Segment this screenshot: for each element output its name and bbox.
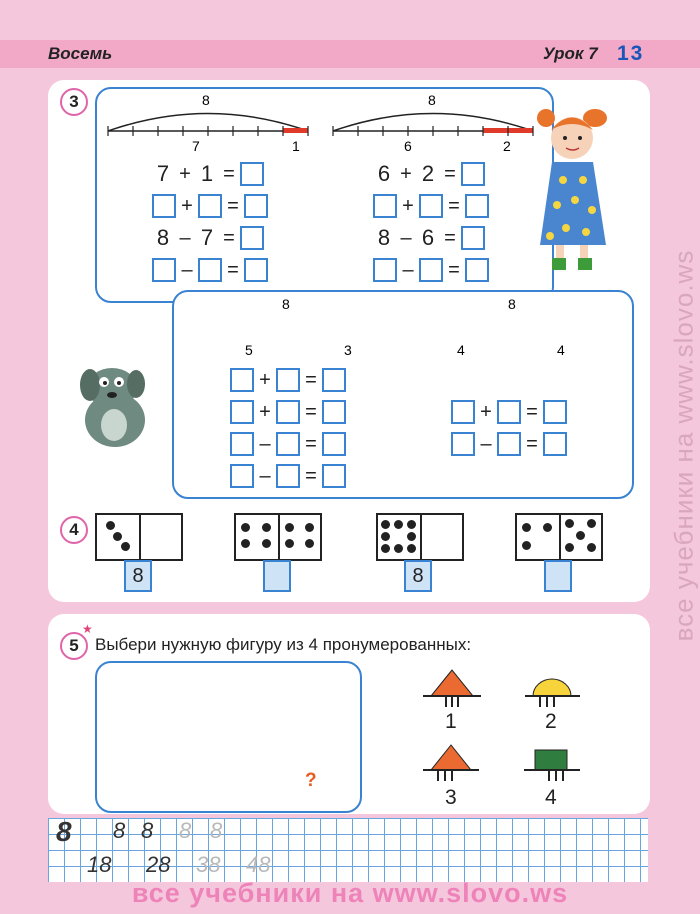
page-number: 13 — [617, 42, 645, 65]
option-1-figure — [423, 670, 481, 707]
lesson-label: Урок 7 — [543, 44, 598, 63]
domino-left-half — [97, 515, 139, 559]
segment-top-left — [108, 114, 308, 137]
domino-left-half — [236, 515, 278, 559]
minus-sign: – — [402, 258, 414, 281]
task-4-badge: 4 — [60, 516, 88, 544]
segment-br-part-a: 4 — [457, 342, 465, 358]
segment-bl-part-b: 3 — [344, 342, 352, 358]
task-5-badge: 5 — [60, 632, 88, 660]
answer-box[interactable] — [152, 258, 176, 282]
answer-box[interactable] — [244, 194, 268, 218]
eq-tr-2 — [373, 192, 489, 218]
plus-sign: + — [259, 400, 271, 423]
segment-tl-total: 8 — [202, 92, 210, 108]
answer-box[interactable] — [276, 400, 300, 424]
domino-4-answer[interactable] — [544, 560, 572, 592]
plus-sign: + — [480, 400, 492, 423]
eq-tr-3 — [373, 224, 485, 251]
answer-box[interactable] — [451, 400, 475, 424]
copy-digit: 8 — [113, 818, 126, 843]
pip — [587, 543, 596, 552]
pip — [262, 539, 271, 548]
answer-box[interactable] — [230, 464, 254, 488]
pip — [121, 542, 130, 551]
pip — [522, 523, 531, 532]
copy-number: 18 — [87, 852, 112, 877]
equals-sign: = — [305, 368, 317, 391]
answer-box[interactable] — [276, 432, 300, 456]
eq-tl-3-b: 7 — [200, 225, 214, 251]
eq-tr-3-op: – — [400, 226, 412, 249]
eq-bl-3 — [230, 430, 346, 456]
minus-sign: – — [259, 464, 271, 487]
plus-sign: + — [402, 194, 414, 217]
pip — [407, 532, 416, 541]
eq-tr-4 — [373, 256, 489, 282]
eq-tl-3 — [152, 224, 264, 251]
equals-sign: = — [526, 400, 538, 423]
domino-left-half — [517, 515, 559, 559]
side-watermark — [664, 120, 700, 780]
pip — [407, 544, 416, 553]
pip — [305, 523, 314, 532]
answer-box[interactable] — [230, 432, 254, 456]
eq-bl-1 — [230, 366, 346, 392]
eq-tl-1-eq: = — [223, 162, 235, 185]
answer-box[interactable] — [152, 194, 176, 218]
answer-box[interactable] — [322, 368, 346, 392]
pip — [522, 541, 531, 550]
answer-box[interactable] — [198, 258, 222, 282]
eq-tl-1-b: 1 — [200, 161, 214, 187]
segment-br-part-b: 4 — [557, 342, 565, 358]
answer-box[interactable] — [419, 194, 443, 218]
question-mark: ? — [305, 770, 317, 791]
answer-box[interactable] — [461, 226, 485, 250]
minus-sign: – — [181, 258, 193, 281]
task-3-badge: 3 — [60, 88, 88, 116]
segment-bl-part-a: 5 — [245, 342, 253, 358]
eq-tr-1 — [373, 160, 485, 187]
domino-3-answer[interactable]: 8 — [404, 560, 432, 592]
dog-illustration — [80, 368, 145, 447]
copy-digit-faded: 8 — [179, 818, 192, 843]
pip — [285, 539, 294, 548]
eq-tl-4 — [152, 256, 268, 282]
eq-tl-3-op: – — [179, 226, 191, 249]
equals-sign: = — [305, 464, 317, 487]
eq-tl-1 — [152, 160, 264, 187]
option-1-label[interactable]: 1 — [445, 710, 457, 733]
page-title: Восемь — [48, 44, 113, 63]
eq-tr-3-b: 6 — [421, 225, 435, 251]
answer-box[interactable] — [322, 432, 346, 456]
segment-tl-part-a: 7 — [192, 138, 200, 154]
copy-digit-faded: 8 — [210, 818, 223, 843]
copy-number-faded: 38 — [196, 852, 221, 877]
equals-sign: = — [227, 194, 239, 217]
domino-1-answer[interactable]: 8 — [124, 560, 152, 592]
pip — [381, 544, 390, 553]
eq-tl-1-op: + — [179, 162, 191, 185]
pip — [394, 520, 403, 529]
answer-box[interactable] — [230, 400, 254, 424]
segment-tr-part-b: 2 — [503, 138, 511, 154]
pip — [565, 543, 574, 552]
copy-digit-sample: 8 — [56, 816, 72, 847]
star-icon: ★ — [82, 622, 93, 636]
equals-sign: = — [444, 162, 456, 185]
answer-box[interactable] — [322, 464, 346, 488]
segment-tl-part-b: 1 — [292, 138, 300, 154]
answer-box[interactable] — [240, 162, 264, 186]
domino-right-half — [278, 515, 320, 559]
task-5-instruction: Выбери нужную фигуру из 4 пронумерованных: — [95, 635, 472, 654]
answer-box[interactable] — [373, 258, 397, 282]
domino-right-half — [139, 515, 181, 559]
equals-sign: = — [444, 226, 456, 249]
equals-sign: = — [526, 432, 538, 455]
answer-box[interactable] — [322, 400, 346, 424]
pip — [106, 521, 115, 530]
equals-sign: = — [223, 226, 235, 249]
pip — [381, 520, 390, 529]
answer-box[interactable] — [461, 162, 485, 186]
pip — [241, 523, 250, 532]
copy-number-faded: 48 — [246, 852, 271, 877]
task-5-figure-box — [95, 661, 362, 813]
answer-box[interactable] — [198, 194, 222, 218]
minus-sign: – — [480, 432, 492, 455]
answer-box[interactable] — [240, 226, 264, 250]
copybook-grid[interactable] — [48, 818, 648, 882]
pip — [262, 523, 271, 532]
domino-right-half — [559, 515, 601, 559]
domino-right-half — [420, 515, 462, 559]
option-2-label[interactable]: 2 — [545, 710, 557, 733]
answer-box[interactable] — [543, 432, 567, 456]
segment-bl-total: 8 — [282, 296, 290, 312]
domino-1 — [95, 513, 183, 561]
pip — [285, 523, 294, 532]
eq-bl-2 — [230, 398, 346, 424]
copy-number: 28 — [146, 852, 171, 877]
eq-tl-2 — [152, 192, 268, 218]
answer-box[interactable] — [465, 258, 489, 282]
pip — [407, 520, 416, 529]
pip — [565, 519, 574, 528]
copy-digit: 8 — [141, 818, 154, 843]
pip — [576, 531, 585, 540]
pip — [381, 532, 390, 541]
pip — [587, 519, 596, 528]
option-3-label[interactable]: 3 — [445, 786, 457, 809]
equals-sign: = — [305, 432, 317, 455]
bottom-watermark: все учебники на www.slovo.ws — [131, 878, 569, 908]
answer-box[interactable] — [276, 368, 300, 392]
segment-top-right — [333, 114, 533, 137]
option-3-figure — [423, 745, 479, 781]
eq-tl-3-a: 8 — [156, 225, 170, 251]
equals-sign: = — [448, 194, 460, 217]
domino-2-answer[interactable] — [263, 560, 291, 592]
answer-box[interactable] — [497, 400, 521, 424]
answer-box[interactable] — [419, 258, 443, 282]
option-4-figure — [524, 750, 580, 781]
option-2-figure — [525, 679, 580, 707]
eq-tr-1-op: + — [400, 162, 412, 185]
side-watermark-text: все учебники на www.slovo.ws — [668, 249, 699, 642]
pip — [543, 523, 552, 532]
answer-box[interactable] — [230, 368, 254, 392]
plus-sign: + — [181, 194, 193, 217]
answer-box[interactable] — [451, 432, 475, 456]
pip — [241, 539, 250, 548]
pip — [113, 532, 122, 541]
pip — [394, 544, 403, 553]
pip — [305, 539, 314, 548]
option-4-label[interactable]: 4 — [545, 786, 557, 809]
eq-tr-1-b: 2 — [421, 161, 435, 187]
eq-bl-4 — [230, 462, 346, 488]
answer-box[interactable] — [244, 258, 268, 282]
domino-2 — [234, 513, 322, 561]
answer-box[interactable] — [276, 464, 300, 488]
domino-left-half — [378, 515, 420, 559]
plus-sign: + — [259, 368, 271, 391]
answer-box[interactable] — [543, 400, 567, 424]
answer-box[interactable] — [465, 194, 489, 218]
equals-sign: = — [227, 258, 239, 281]
eq-tl-1-a: 7 — [156, 161, 170, 187]
eq-tr-1-a: 6 — [377, 161, 391, 187]
eq-tr-3-a: 8 — [377, 225, 391, 251]
equals-sign: = — [305, 400, 317, 423]
answer-box[interactable] — [373, 194, 397, 218]
segment-br-total: 8 — [508, 296, 516, 312]
girl-illustration — [537, 109, 607, 270]
answer-box[interactable] — [497, 432, 521, 456]
domino-4 — [515, 513, 603, 561]
domino-3 — [376, 513, 464, 561]
minus-sign: – — [259, 432, 271, 455]
eq-br-2 — [451, 430, 567, 456]
eq-br-1 — [451, 398, 567, 424]
segment-tr-part-a: 6 — [404, 138, 412, 154]
segment-tr-total: 8 — [428, 92, 436, 108]
equals-sign: = — [448, 258, 460, 281]
